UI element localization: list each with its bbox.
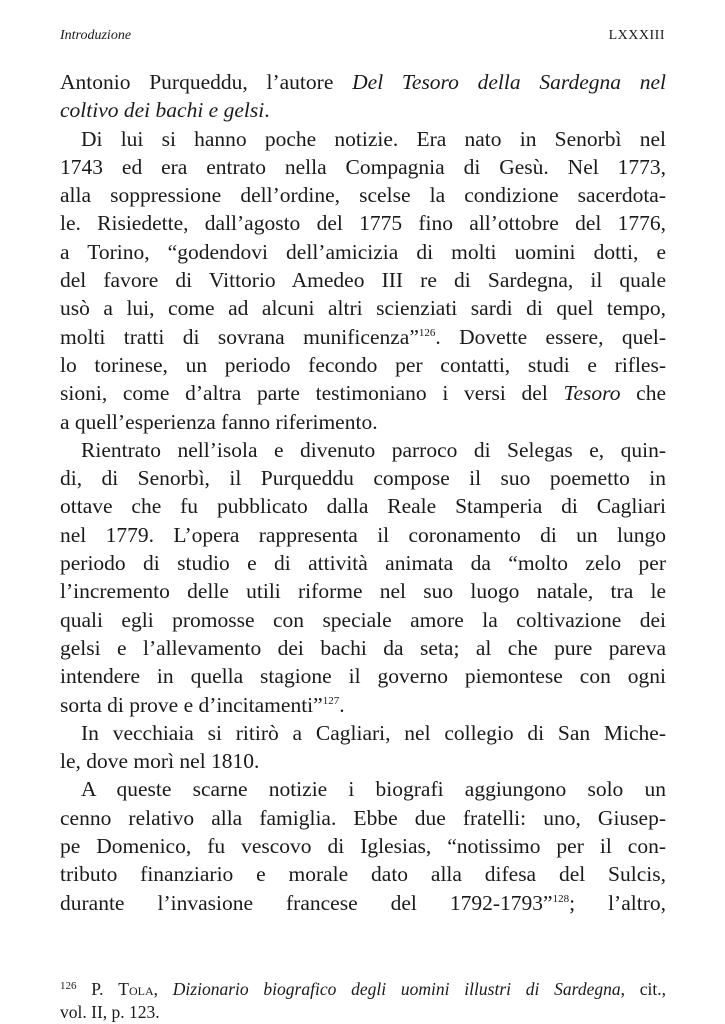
text-line: In vecchiaia si ritirò a Cagliari, nel collegio di San Miche- [81,720,666,745]
footnote-line: vol. II, p. 123. [60,1002,160,1022]
text-line: le, dove morì nel 1810. [60,749,260,774]
text-line: pe Domenico, fu vescovo di Iglesias, “notissimo per il con- [60,834,666,859]
text-line: molti tratti di sovrana munificenza”$^{126}$. Dovette essere, quel- [60,324,666,349]
book-title: coltivo dei bachi e gelsi [60,98,265,123]
footnote [60,978,666,1024]
paragraph [60,436,666,719]
paragraph [60,719,666,776]
footnote-number: 126 [60,980,77,992]
text-line: Di lui si hanno poche notizie. Era nato in Senorbì nel [81,126,666,151]
text-line: Antonio Purqueddu, l’autore Del Tesoro della Sardegna nel [60,70,666,94]
footnote-ref[interactable]: 126 [418,326,436,339]
text-line: gelsi e l’allevamento dei bachi da seta; al che pure pareva [60,635,666,660]
text-line: alla soppressione dell’ordine, scelse la condizione sacerdota- [60,183,666,208]
text-line: sorta di prove e d’incitamenti”$^{127}$. [60,692,345,717]
text-line: usò a lui, come ad alcuni altri scienziati sardi di quel tempo, [60,296,666,321]
text-line: cenno relativo alla famiglia. Ebbe due fratelli: uno, Giusep- [60,805,666,830]
text-line: a Torino, “godendovi dell’amicizia di molti uomini dotti, e [60,239,666,264]
text-line: durante l’invasione francese del 1792-1793”$^{128}$; l’altro, [60,890,666,915]
text-line: tributo finanziario e morale dato alla difesa del Sulcis, [60,862,666,887]
book-title: Tesoro [563,381,621,406]
page-number: LXXXIII [608,28,665,43]
text-line: 1743 ed era entrato nella Compagnia di Gesù. Nel 1773, [60,154,666,179]
text-line: ottave che fu pubblicato dalla Reale Stamperia di Cagliari [60,494,666,519]
text-line: l’incremento delle utili riforme nel suo luogo natale, tra le [60,579,666,604]
text-line: le. Risiedette, dall’agosto del 1775 fino all’ottobre del 1776, [60,211,666,236]
footnote-title: Dizionario biografico degli uomini illustri di Sardegna [172,979,621,999]
text-line: coltivo dei bachi e gelsi. [60,98,270,123]
footnote-line: $^{126}$ P. Tola, Dizionario biografico degli uomini illustri di Sardegna, cit., [60,979,667,999]
text-line: periodo di studio e di attività animata da “molto zelo per [60,551,666,576]
main-text [60,68,666,917]
text-line: a quell’esperienza fanno riferimento. [60,409,378,434]
text-line: intendere in quella stagione il governo piemontese con ogni [60,664,666,689]
text-line: Rientrato nell’isola e divenuto parroco di Selegas e, quin- [81,437,666,462]
footnote-ref[interactable]: 128 [552,892,570,905]
text-line: quali egli promosse con speciale amore la coltivazione dei [60,607,666,632]
text-line: lo torinese, un periodo fecondo per contatti, studi e rifles- [60,352,666,377]
text-line: di, di Senorbì, il Purqueddu compose il suo poemetto in [60,466,666,491]
running-header [60,28,665,44]
text-line: A queste scarne notizie i biografi aggiungono solo un [81,777,666,802]
text-line: nel 1779. L’opera rappresenta il coronamento di un lungo [60,522,666,547]
paragraph [60,775,666,916]
text-line: sioni, come d’altra parte testimoniano i versi del Tesoro che [60,381,667,406]
footnote-author: Tola [118,979,154,999]
running-header-section: Introduzione [60,28,132,43]
text-line: del favore di Vittorio Amedeo III re di Sardegna, il quale [60,268,666,293]
paragraph [60,125,666,436]
footnote-ref[interactable]: 127 [322,694,340,707]
paragraph [60,68,666,125]
book-title: Del Tesoro della Sardegna nel [352,70,666,94]
